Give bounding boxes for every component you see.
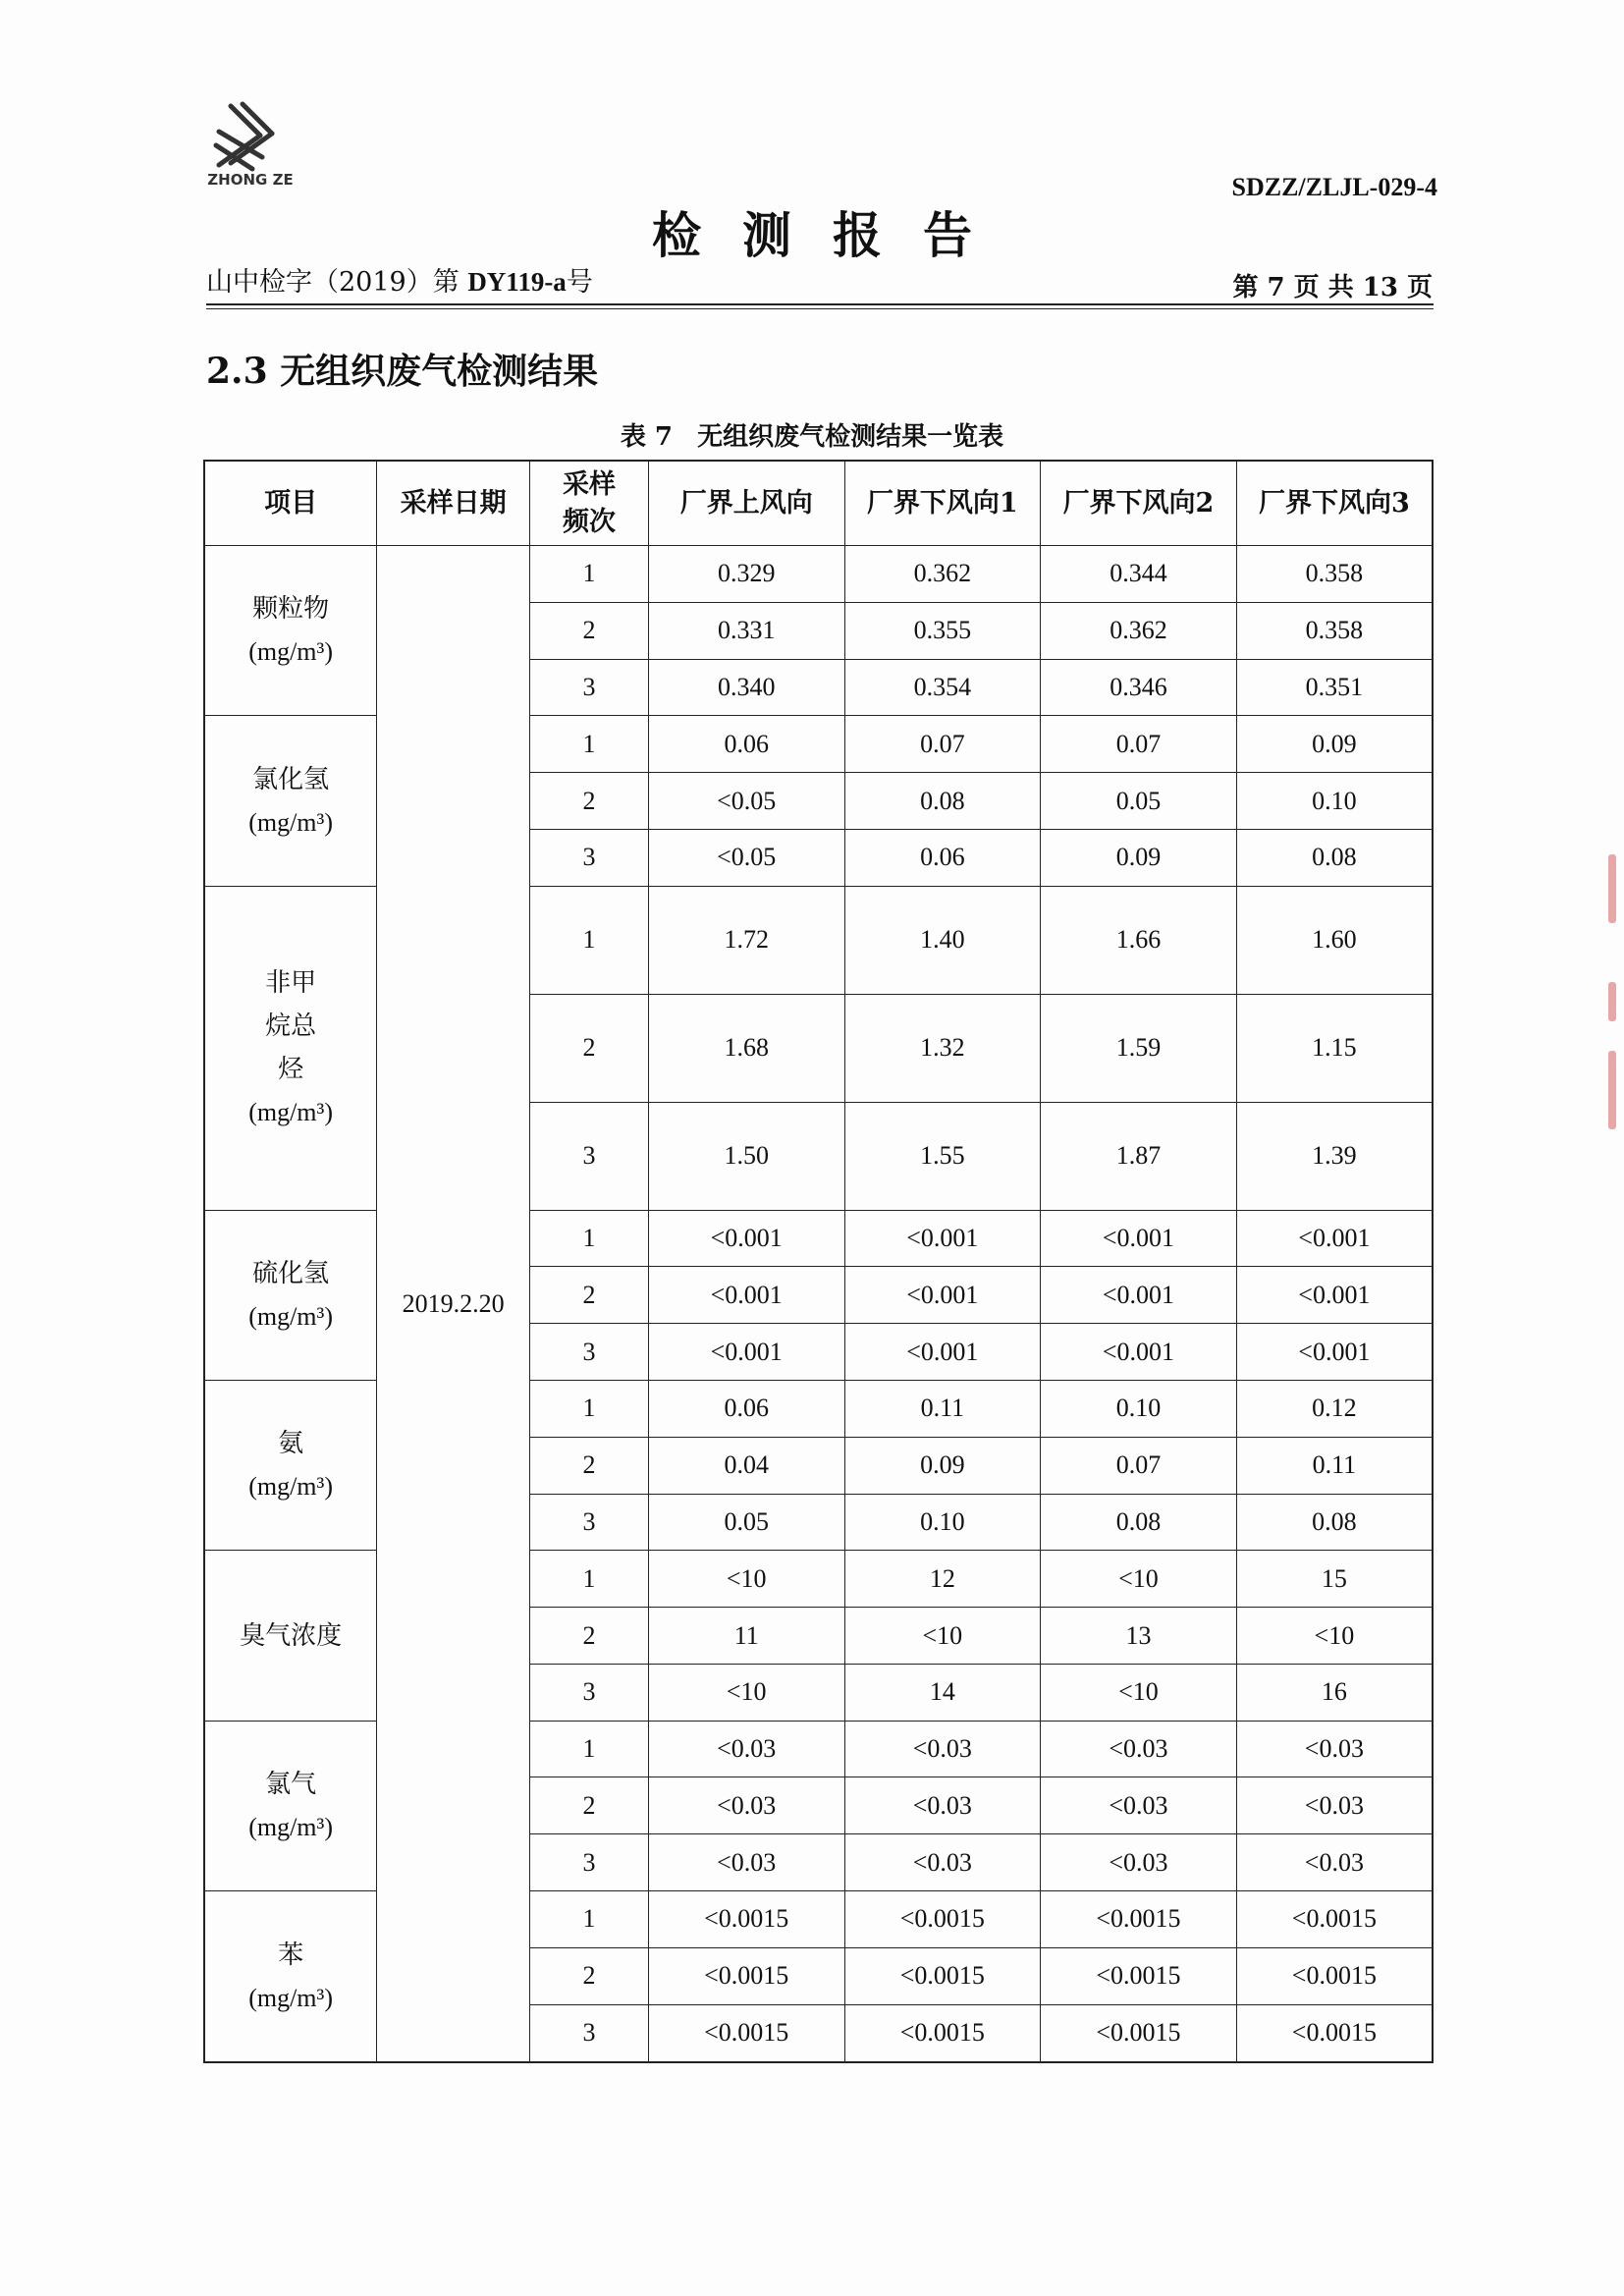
value-cell: 1.68 bbox=[648, 994, 844, 1102]
item-cell bbox=[204, 1380, 377, 1550]
frequency-cell: 2 bbox=[530, 602, 649, 659]
item-cell bbox=[204, 546, 377, 716]
value-cell: 0.12 bbox=[1236, 1380, 1433, 1437]
column-header: 采样日期 bbox=[377, 461, 530, 546]
value-cell: 0.09 bbox=[1041, 829, 1237, 886]
value-cell: 1.66 bbox=[1041, 886, 1237, 994]
value-cell: 0.340 bbox=[648, 659, 844, 716]
value-cell: 1.15 bbox=[1236, 994, 1433, 1102]
item-cell bbox=[204, 716, 377, 886]
column-header: 厂界下风向3 bbox=[1236, 461, 1433, 546]
item-unit: (mg/m³) bbox=[248, 1983, 333, 2012]
item-unit: (mg/m³) bbox=[248, 637, 333, 667]
value-cell: 0.11 bbox=[1236, 1437, 1433, 1494]
value-cell: <10 bbox=[1236, 1608, 1433, 1665]
value-cell: 0.04 bbox=[648, 1437, 844, 1494]
frequency-cell: 2 bbox=[530, 1777, 649, 1834]
value-cell: 1.87 bbox=[1041, 1102, 1237, 1210]
table-header-row bbox=[204, 461, 1433, 546]
value-cell: <0.0015 bbox=[844, 2004, 1041, 2062]
value-cell: 0.07 bbox=[1041, 1437, 1237, 1494]
value-cell: <0.001 bbox=[844, 1267, 1041, 1324]
value-cell: 1.50 bbox=[648, 1102, 844, 1210]
item-cell bbox=[204, 1891, 377, 2062]
table-body bbox=[204, 546, 1433, 2063]
value-cell: 1.59 bbox=[1041, 994, 1237, 1102]
value-cell: 0.08 bbox=[1041, 1494, 1237, 1551]
value-cell: 0.358 bbox=[1236, 546, 1433, 603]
value-cell: <0.001 bbox=[648, 1267, 844, 1324]
report-number-prefix: 山中检字（2019）第 bbox=[206, 267, 460, 298]
frequency-cell: 2 bbox=[530, 1267, 649, 1324]
value-cell: 1.72 bbox=[648, 886, 844, 994]
frequency-cell: 2 bbox=[530, 1608, 649, 1665]
value-cell: 0.06 bbox=[648, 1380, 844, 1437]
frequency-cell: 1 bbox=[530, 1721, 649, 1777]
value-cell: 0.10 bbox=[1041, 1380, 1237, 1437]
column-header: 项目 bbox=[204, 461, 377, 546]
header-rule bbox=[206, 303, 1434, 309]
stamp-edge bbox=[1608, 854, 1616, 923]
value-cell: 0.329 bbox=[648, 546, 844, 603]
frequency-cell: 3 bbox=[530, 1102, 649, 1210]
page-number: 第 7 页 共 13 页 bbox=[1232, 273, 1433, 302]
section-heading: 2.3 无组织废气检测结果 bbox=[206, 351, 599, 392]
results-table bbox=[203, 460, 1434, 2063]
frequency-cell: 3 bbox=[530, 1494, 649, 1551]
table-caption-title: 无组织废气检测结果一览表 bbox=[697, 422, 1004, 452]
value-cell: <0.0015 bbox=[1236, 1947, 1433, 2004]
frequency-cell: 3 bbox=[530, 2004, 649, 2062]
value-cell: <0.03 bbox=[648, 1721, 844, 1777]
value-cell: <0.0015 bbox=[1041, 1947, 1237, 2004]
column-header: 采样频次 bbox=[530, 461, 649, 546]
value-cell: <0.001 bbox=[648, 1210, 844, 1267]
frequency-cell: 2 bbox=[530, 1947, 649, 2004]
value-cell: <0.03 bbox=[1236, 1834, 1433, 1891]
report-number-code: DY119-a bbox=[467, 267, 567, 297]
value-cell: 0.11 bbox=[844, 1380, 1041, 1437]
item-name: 苯 bbox=[278, 1940, 304, 1970]
value-cell: 1.39 bbox=[1236, 1102, 1433, 1210]
frequency-cell: 3 bbox=[530, 829, 649, 886]
table-row bbox=[204, 546, 1433, 603]
value-cell: <0.03 bbox=[648, 1777, 844, 1834]
item-cell bbox=[204, 886, 377, 1210]
value-cell: <0.03 bbox=[648, 1834, 844, 1891]
frequency-cell: 2 bbox=[530, 994, 649, 1102]
value-cell: <0.03 bbox=[1041, 1834, 1237, 1891]
column-header: 厂界下风向1 bbox=[844, 461, 1041, 546]
value-cell: 0.346 bbox=[1041, 659, 1237, 716]
item-unit: (mg/m³) bbox=[248, 807, 333, 837]
value-cell: 1.55 bbox=[844, 1102, 1041, 1210]
value-cell: 1.60 bbox=[1236, 886, 1433, 994]
value-cell: 0.344 bbox=[1041, 546, 1237, 603]
value-cell: <0.001 bbox=[1236, 1210, 1433, 1267]
item-unit: (mg/m³) bbox=[248, 1812, 333, 1841]
frequency-cell: 3 bbox=[530, 1664, 649, 1721]
value-cell: <10 bbox=[1041, 1664, 1237, 1721]
column-header: 厂界下风向2 bbox=[1041, 461, 1237, 546]
item-name: 硫化氢 bbox=[252, 1258, 330, 1288]
value-cell: <0.0015 bbox=[648, 1947, 844, 2004]
item-unit: (mg/m³) bbox=[248, 1301, 333, 1331]
value-cell: 15 bbox=[1236, 1551, 1433, 1608]
document-code: SDZZ/ZLJL-029-4 bbox=[1231, 173, 1437, 201]
value-cell: <0.0015 bbox=[1041, 2004, 1237, 2062]
value-cell: 0.08 bbox=[1236, 1494, 1433, 1551]
item-name: 氯化氢 bbox=[252, 764, 330, 794]
stamp-edge bbox=[1608, 1051, 1616, 1129]
value-cell: <0.03 bbox=[1236, 1777, 1433, 1834]
value-cell: 0.05 bbox=[648, 1494, 844, 1551]
item-name: 非甲烷总烃 bbox=[265, 968, 317, 1085]
value-cell: <0.001 bbox=[1041, 1267, 1237, 1324]
value-cell: <0.0015 bbox=[844, 1947, 1041, 2004]
value-cell: <0.001 bbox=[1236, 1324, 1433, 1381]
page-title: 检测报告 bbox=[652, 206, 1013, 264]
frequency-cell: 3 bbox=[530, 1324, 649, 1381]
table-caption bbox=[0, 416, 1624, 453]
value-cell: 0.358 bbox=[1236, 602, 1433, 659]
item-name: 氯气 bbox=[265, 1769, 317, 1799]
frequency-cell: 1 bbox=[530, 716, 649, 773]
value-cell: 12 bbox=[844, 1551, 1041, 1608]
value-cell: <10 bbox=[844, 1608, 1041, 1665]
item-cell bbox=[204, 1551, 377, 1721]
value-cell: <0.03 bbox=[1041, 1777, 1237, 1834]
value-cell: <0.0015 bbox=[1236, 1891, 1433, 1948]
frequency-cell: 1 bbox=[530, 1210, 649, 1267]
value-cell: 0.10 bbox=[844, 1494, 1041, 1551]
value-cell: 0.362 bbox=[844, 546, 1041, 603]
value-cell: 0.08 bbox=[1236, 829, 1433, 886]
item-unit: (mg/m³) bbox=[248, 1098, 333, 1127]
value-cell: 0.355 bbox=[844, 602, 1041, 659]
value-cell: <0.001 bbox=[1041, 1324, 1237, 1381]
frequency-cell: 1 bbox=[530, 1891, 649, 1948]
item-cell bbox=[204, 1210, 377, 1380]
value-cell: <0.0015 bbox=[1236, 2004, 1433, 2062]
frequency-cell: 1 bbox=[530, 546, 649, 603]
value-cell: 11 bbox=[648, 1608, 844, 1665]
table-caption-label: 表 7 bbox=[620, 422, 674, 452]
frequency-cell: 2 bbox=[530, 773, 649, 830]
value-cell: <0.001 bbox=[844, 1210, 1041, 1267]
value-cell: 1.40 bbox=[844, 886, 1041, 994]
value-cell: 1.32 bbox=[844, 994, 1041, 1102]
value-cell: <0.03 bbox=[844, 1777, 1041, 1834]
value-cell: 0.331 bbox=[648, 602, 844, 659]
value-cell: <0.0015 bbox=[1041, 1891, 1237, 1948]
value-cell: <0.05 bbox=[648, 829, 844, 886]
value-cell: 0.06 bbox=[648, 716, 844, 773]
value-cell: 0.09 bbox=[1236, 716, 1433, 773]
item-name: 氨 bbox=[278, 1429, 304, 1459]
value-cell: 0.351 bbox=[1236, 659, 1433, 716]
value-cell: 0.362 bbox=[1041, 602, 1237, 659]
value-cell: 0.06 bbox=[844, 829, 1041, 886]
stamp-edge bbox=[1608, 982, 1616, 1021]
value-cell: <0.001 bbox=[1041, 1210, 1237, 1267]
frequency-cell: 3 bbox=[530, 659, 649, 716]
value-cell: <10 bbox=[648, 1551, 844, 1608]
item-cell bbox=[204, 1721, 377, 1890]
value-cell: <0.03 bbox=[844, 1721, 1041, 1777]
frequency-cell: 1 bbox=[530, 1380, 649, 1437]
value-cell: <0.0015 bbox=[844, 1891, 1041, 1948]
value-cell: <0.03 bbox=[1041, 1721, 1237, 1777]
value-cell: 0.10 bbox=[1236, 773, 1433, 830]
value-cell: <0.001 bbox=[648, 1324, 844, 1381]
value-cell: 0.354 bbox=[844, 659, 1041, 716]
value-cell: 0.07 bbox=[844, 716, 1041, 773]
item-name: 臭气浓度 bbox=[240, 1620, 343, 1651]
value-cell: 0.09 bbox=[844, 1437, 1041, 1494]
value-cell: <0.001 bbox=[1236, 1267, 1433, 1324]
value-cell: <0.0015 bbox=[648, 1891, 844, 1948]
value-cell: 13 bbox=[1041, 1608, 1237, 1665]
value-cell: 0.08 bbox=[844, 773, 1041, 830]
logo-text: ZHONG ZE bbox=[207, 171, 294, 189]
item-name: 颗粒物 bbox=[252, 594, 330, 625]
frequency-cell: 3 bbox=[530, 1834, 649, 1891]
value-cell: <0.03 bbox=[844, 1834, 1041, 1891]
frequency-cell: 2 bbox=[530, 1437, 649, 1494]
value-cell: 16 bbox=[1236, 1664, 1433, 1721]
item-unit: (mg/m³) bbox=[248, 1472, 333, 1502]
value-cell: 14 bbox=[844, 1664, 1041, 1721]
value-cell: <0.001 bbox=[844, 1324, 1041, 1381]
frequency-cell: 1 bbox=[530, 886, 649, 994]
report-number bbox=[206, 260, 593, 299]
value-cell: <10 bbox=[1041, 1551, 1237, 1608]
value-cell: <0.0015 bbox=[648, 2004, 844, 2062]
value-cell: <10 bbox=[648, 1664, 844, 1721]
report-number-suffix: 号 bbox=[566, 267, 593, 298]
value-cell: 0.07 bbox=[1041, 716, 1237, 773]
sampling-date-cell: 2019.2.20 bbox=[377, 546, 530, 2063]
column-header: 厂界上风向 bbox=[648, 461, 844, 546]
value-cell: <0.05 bbox=[648, 773, 844, 830]
value-cell: 0.05 bbox=[1041, 773, 1237, 830]
frequency-cell: 1 bbox=[530, 1551, 649, 1608]
value-cell: <0.03 bbox=[1236, 1721, 1433, 1777]
